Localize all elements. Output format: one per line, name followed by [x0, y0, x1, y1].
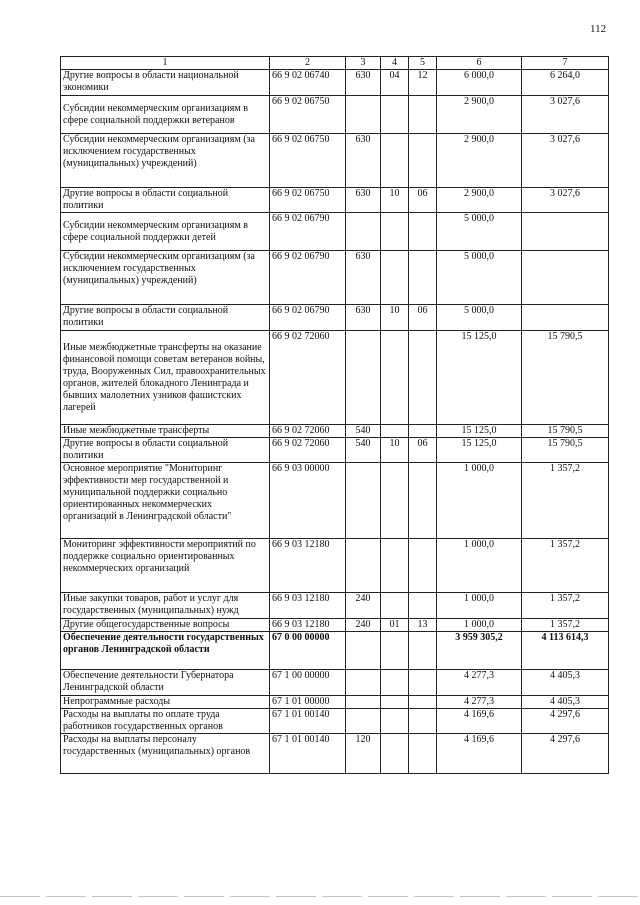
row-amount-year-2: 1 357,2: [522, 593, 609, 619]
table-row: [61, 134, 609, 188]
row-amount-year-1: 4 169,6: [437, 709, 522, 734]
row-section: 01: [381, 619, 409, 632]
row-amount-year-2: [522, 251, 609, 305]
row-amount-year-1: 5 000,0: [437, 305, 522, 331]
row-section: [381, 134, 409, 188]
row-section: [381, 734, 409, 774]
table-row: [61, 539, 609, 593]
row-amount-year-1: 2 900,0: [437, 188, 522, 213]
row-code: 67 0 00 00000: [270, 632, 346, 670]
table-row: [61, 70, 609, 96]
row-name: Иные закупки товаров, работ и услуг для государственных (муниципальных) нужд: [61, 593, 270, 619]
row-amount-year-1: 6 000,0: [437, 70, 522, 96]
row-code: 67 1 00 00000: [270, 670, 346, 696]
row-expense-type: [346, 709, 381, 734]
row-subsection: 12: [409, 70, 437, 96]
row-amount-year-2: 4 113 614,3: [522, 632, 609, 670]
column-header: 6: [437, 57, 522, 70]
row-name: Субсидии некоммерческим организациям в сфере социальной поддержки детей: [61, 213, 270, 251]
row-name: Субсидии некоммерческим организациям (за исключением государственных (муниципальных) учреждений): [61, 251, 270, 305]
row-expense-type: [346, 696, 381, 709]
row-subsection: 13: [409, 619, 437, 632]
row-code: 67 1 01 00000: [270, 696, 346, 709]
row-section: [381, 539, 409, 593]
row-name: Непрограммные расходы: [61, 696, 270, 709]
row-expense-type: 630: [346, 251, 381, 305]
row-expense-type: 630: [346, 188, 381, 213]
row-amount-year-2: 1 357,2: [522, 619, 609, 632]
row-name: Иные межбюджетные трансферты на оказание финансовой помощи советам ветеранов войны, труда, Вооруженных Сил, правоохранительных органов, жителей блокадного Ленинграда и бывших малолетних узников фашистских лагерей: [61, 331, 270, 425]
row-subsection: [409, 96, 437, 134]
row-code: 66 9 02 06750: [270, 134, 346, 188]
row-amount-year-2: 6 264,0: [522, 70, 609, 96]
row-subsection: [409, 539, 437, 593]
table-row: [61, 593, 609, 619]
row-section: [381, 251, 409, 305]
row-name: Другие вопросы в области социальной политики: [61, 305, 270, 331]
row-subsection: 06: [409, 438, 437, 463]
row-expense-type: [346, 213, 381, 251]
column-header: 7: [522, 57, 609, 70]
row-subsection: [409, 632, 437, 670]
row-amount-year-1: 1 000,0: [437, 619, 522, 632]
row-subsection: 06: [409, 188, 437, 213]
row-amount-year-2: 1 357,2: [522, 463, 609, 539]
table-row: [61, 96, 609, 134]
row-code: 66 9 02 72060: [270, 425, 346, 438]
row-amount-year-2: 15 790,5: [522, 425, 609, 438]
row-amount-year-1: 5 000,0: [437, 213, 522, 251]
row-expense-type: [346, 331, 381, 425]
row-amount-year-2: [522, 213, 609, 251]
row-amount-year-1: 15 125,0: [437, 425, 522, 438]
row-subsection: [409, 213, 437, 251]
row-section: [381, 213, 409, 251]
row-expense-type: 630: [346, 305, 381, 331]
row-name: Расходы на выплаты по оплате труда работников государственных органов: [61, 709, 270, 734]
table-row: [61, 670, 609, 696]
row-subsection: [409, 734, 437, 774]
row-name: Другие вопросы в области социальной политики: [61, 188, 270, 213]
table-row: [61, 425, 609, 438]
table-row: [61, 632, 609, 670]
row-name: Расходы на выплаты персоналу государственных (муниципальных) органов: [61, 734, 270, 774]
row-name: Другие вопросы в области социальной политики: [61, 438, 270, 463]
row-section: [381, 632, 409, 670]
column-header: 1: [61, 57, 270, 70]
page-bottom-edge: [0, 896, 640, 897]
row-amount-year-1: 2 900,0: [437, 96, 522, 134]
row-expense-type: 240: [346, 619, 381, 632]
row-amount-year-1: 2 900,0: [437, 134, 522, 188]
row-section: [381, 96, 409, 134]
row-expense-type: 120: [346, 734, 381, 774]
row-amount-year-1: 15 125,0: [437, 438, 522, 463]
row-section: [381, 331, 409, 425]
row-amount-year-1: 5 000,0: [437, 251, 522, 305]
page-number: 112: [590, 23, 607, 35]
column-header: 4: [381, 57, 409, 70]
row-expense-type: 630: [346, 70, 381, 96]
row-amount-year-1: 4 169,6: [437, 734, 522, 774]
row-name: Другие общегосударственные вопросы: [61, 619, 270, 632]
row-amount-year-2: 15 790,5: [522, 438, 609, 463]
table-row: [61, 188, 609, 213]
row-code: 67 1 01 00140: [270, 734, 346, 774]
row-expense-type: [346, 463, 381, 539]
row-section: [381, 425, 409, 438]
row-subsection: [409, 251, 437, 305]
row-expense-type: [346, 539, 381, 593]
row-name: Субсидии некоммерческим организациям (за исключением государственных (муниципальных) учреждений): [61, 134, 270, 188]
row-amount-year-2: 4 297,6: [522, 734, 609, 774]
row-subsection: [409, 425, 437, 438]
row-expense-type: 630: [346, 134, 381, 188]
row-section: 10: [381, 438, 409, 463]
row-amount-year-2: 4 405,3: [522, 696, 609, 709]
row-code: 66 9 02 72060: [270, 331, 346, 425]
row-amount-year-1: 3 959 305,2: [437, 632, 522, 670]
table-row: [61, 696, 609, 709]
row-name: Обеспечение деятельности Губернатора Ленинградской области: [61, 670, 270, 696]
header-row: [61, 57, 609, 70]
row-code: 66 9 02 06790: [270, 251, 346, 305]
row-subsection: [409, 463, 437, 539]
row-section: [381, 670, 409, 696]
row-subsection: [409, 593, 437, 619]
row-name: Основное мероприятие "Мониторинг эффективности мер государственной и муниципальной поддержки социально ориентированных некоммерческих организаций в Ленинградской области": [61, 463, 270, 539]
row-name: Иные межбюджетные трансферты: [61, 425, 270, 438]
row-subsection: [409, 696, 437, 709]
row-section: [381, 696, 409, 709]
row-code: 66 9 03 12180: [270, 619, 346, 632]
table-row: [61, 305, 609, 331]
row-subsection: 06: [409, 305, 437, 331]
row-expense-type: 240: [346, 593, 381, 619]
table-row: [61, 438, 609, 463]
table-row: [61, 463, 609, 539]
row-section: 10: [381, 188, 409, 213]
table-row: [61, 734, 609, 774]
row-section: 10: [381, 305, 409, 331]
column-header: 5: [409, 57, 437, 70]
row-name: Субсидии некоммерческим организациям в сфере социальной поддержки ветеранов: [61, 96, 270, 134]
row-name: Обеспечение деятельности государственных органов Ленинградской области: [61, 632, 270, 670]
row-amount-year-1: 15 125,0: [437, 331, 522, 425]
budget-table: [60, 56, 609, 774]
row-name: Другие вопросы в области национальной экономики: [61, 70, 270, 96]
column-header: 3: [346, 57, 381, 70]
row-code: 66 9 02 72060: [270, 438, 346, 463]
row-amount-year-1: 4 277,3: [437, 696, 522, 709]
row-code: 66 9 02 06740: [270, 70, 346, 96]
table-row: [61, 619, 609, 632]
row-code: 66 9 02 06790: [270, 213, 346, 251]
row-code: 67 1 01 00140: [270, 709, 346, 734]
row-amount-year-2: 15 790,5: [522, 331, 609, 425]
row-expense-type: 540: [346, 438, 381, 463]
column-header: 2: [270, 57, 346, 70]
table-row: [61, 709, 609, 734]
row-amount-year-2: 4 297,6: [522, 709, 609, 734]
row-expense-type: 540: [346, 425, 381, 438]
row-name: Мониторинг эффективности мероприятий по поддержке социально ориентированных некоммерческих организаций: [61, 539, 270, 593]
table-row: [61, 331, 609, 425]
row-section: [381, 593, 409, 619]
table-row: [61, 251, 609, 305]
row-code: 66 9 02 06750: [270, 96, 346, 134]
row-amount-year-2: 3 027,6: [522, 96, 609, 134]
row-amount-year-2: 1 357,2: [522, 539, 609, 593]
row-amount-year-2: 3 027,6: [522, 188, 609, 213]
row-expense-type: [346, 670, 381, 696]
row-section: [381, 709, 409, 734]
row-subsection: [409, 134, 437, 188]
row-amount-year-2: 3 027,6: [522, 134, 609, 188]
row-subsection: [409, 331, 437, 425]
row-code: 66 9 03 12180: [270, 539, 346, 593]
row-code: 66 9 03 12180: [270, 593, 346, 619]
row-amount-year-1: 4 277,3: [437, 670, 522, 696]
row-amount-year-1: 1 000,0: [437, 593, 522, 619]
table-row: [61, 213, 609, 251]
row-subsection: [409, 709, 437, 734]
row-subsection: [409, 670, 437, 696]
row-code: 66 9 02 06790: [270, 305, 346, 331]
row-code: 66 9 03 00000: [270, 463, 346, 539]
row-amount-year-2: 4 405,3: [522, 670, 609, 696]
row-expense-type: [346, 96, 381, 134]
row-amount-year-1: 1 000,0: [437, 539, 522, 593]
row-section: [381, 463, 409, 539]
row-amount-year-1: 1 000,0: [437, 463, 522, 539]
row-code: 66 9 02 06750: [270, 188, 346, 213]
row-section: 04: [381, 70, 409, 96]
row-expense-type: [346, 632, 381, 670]
row-amount-year-2: [522, 305, 609, 331]
